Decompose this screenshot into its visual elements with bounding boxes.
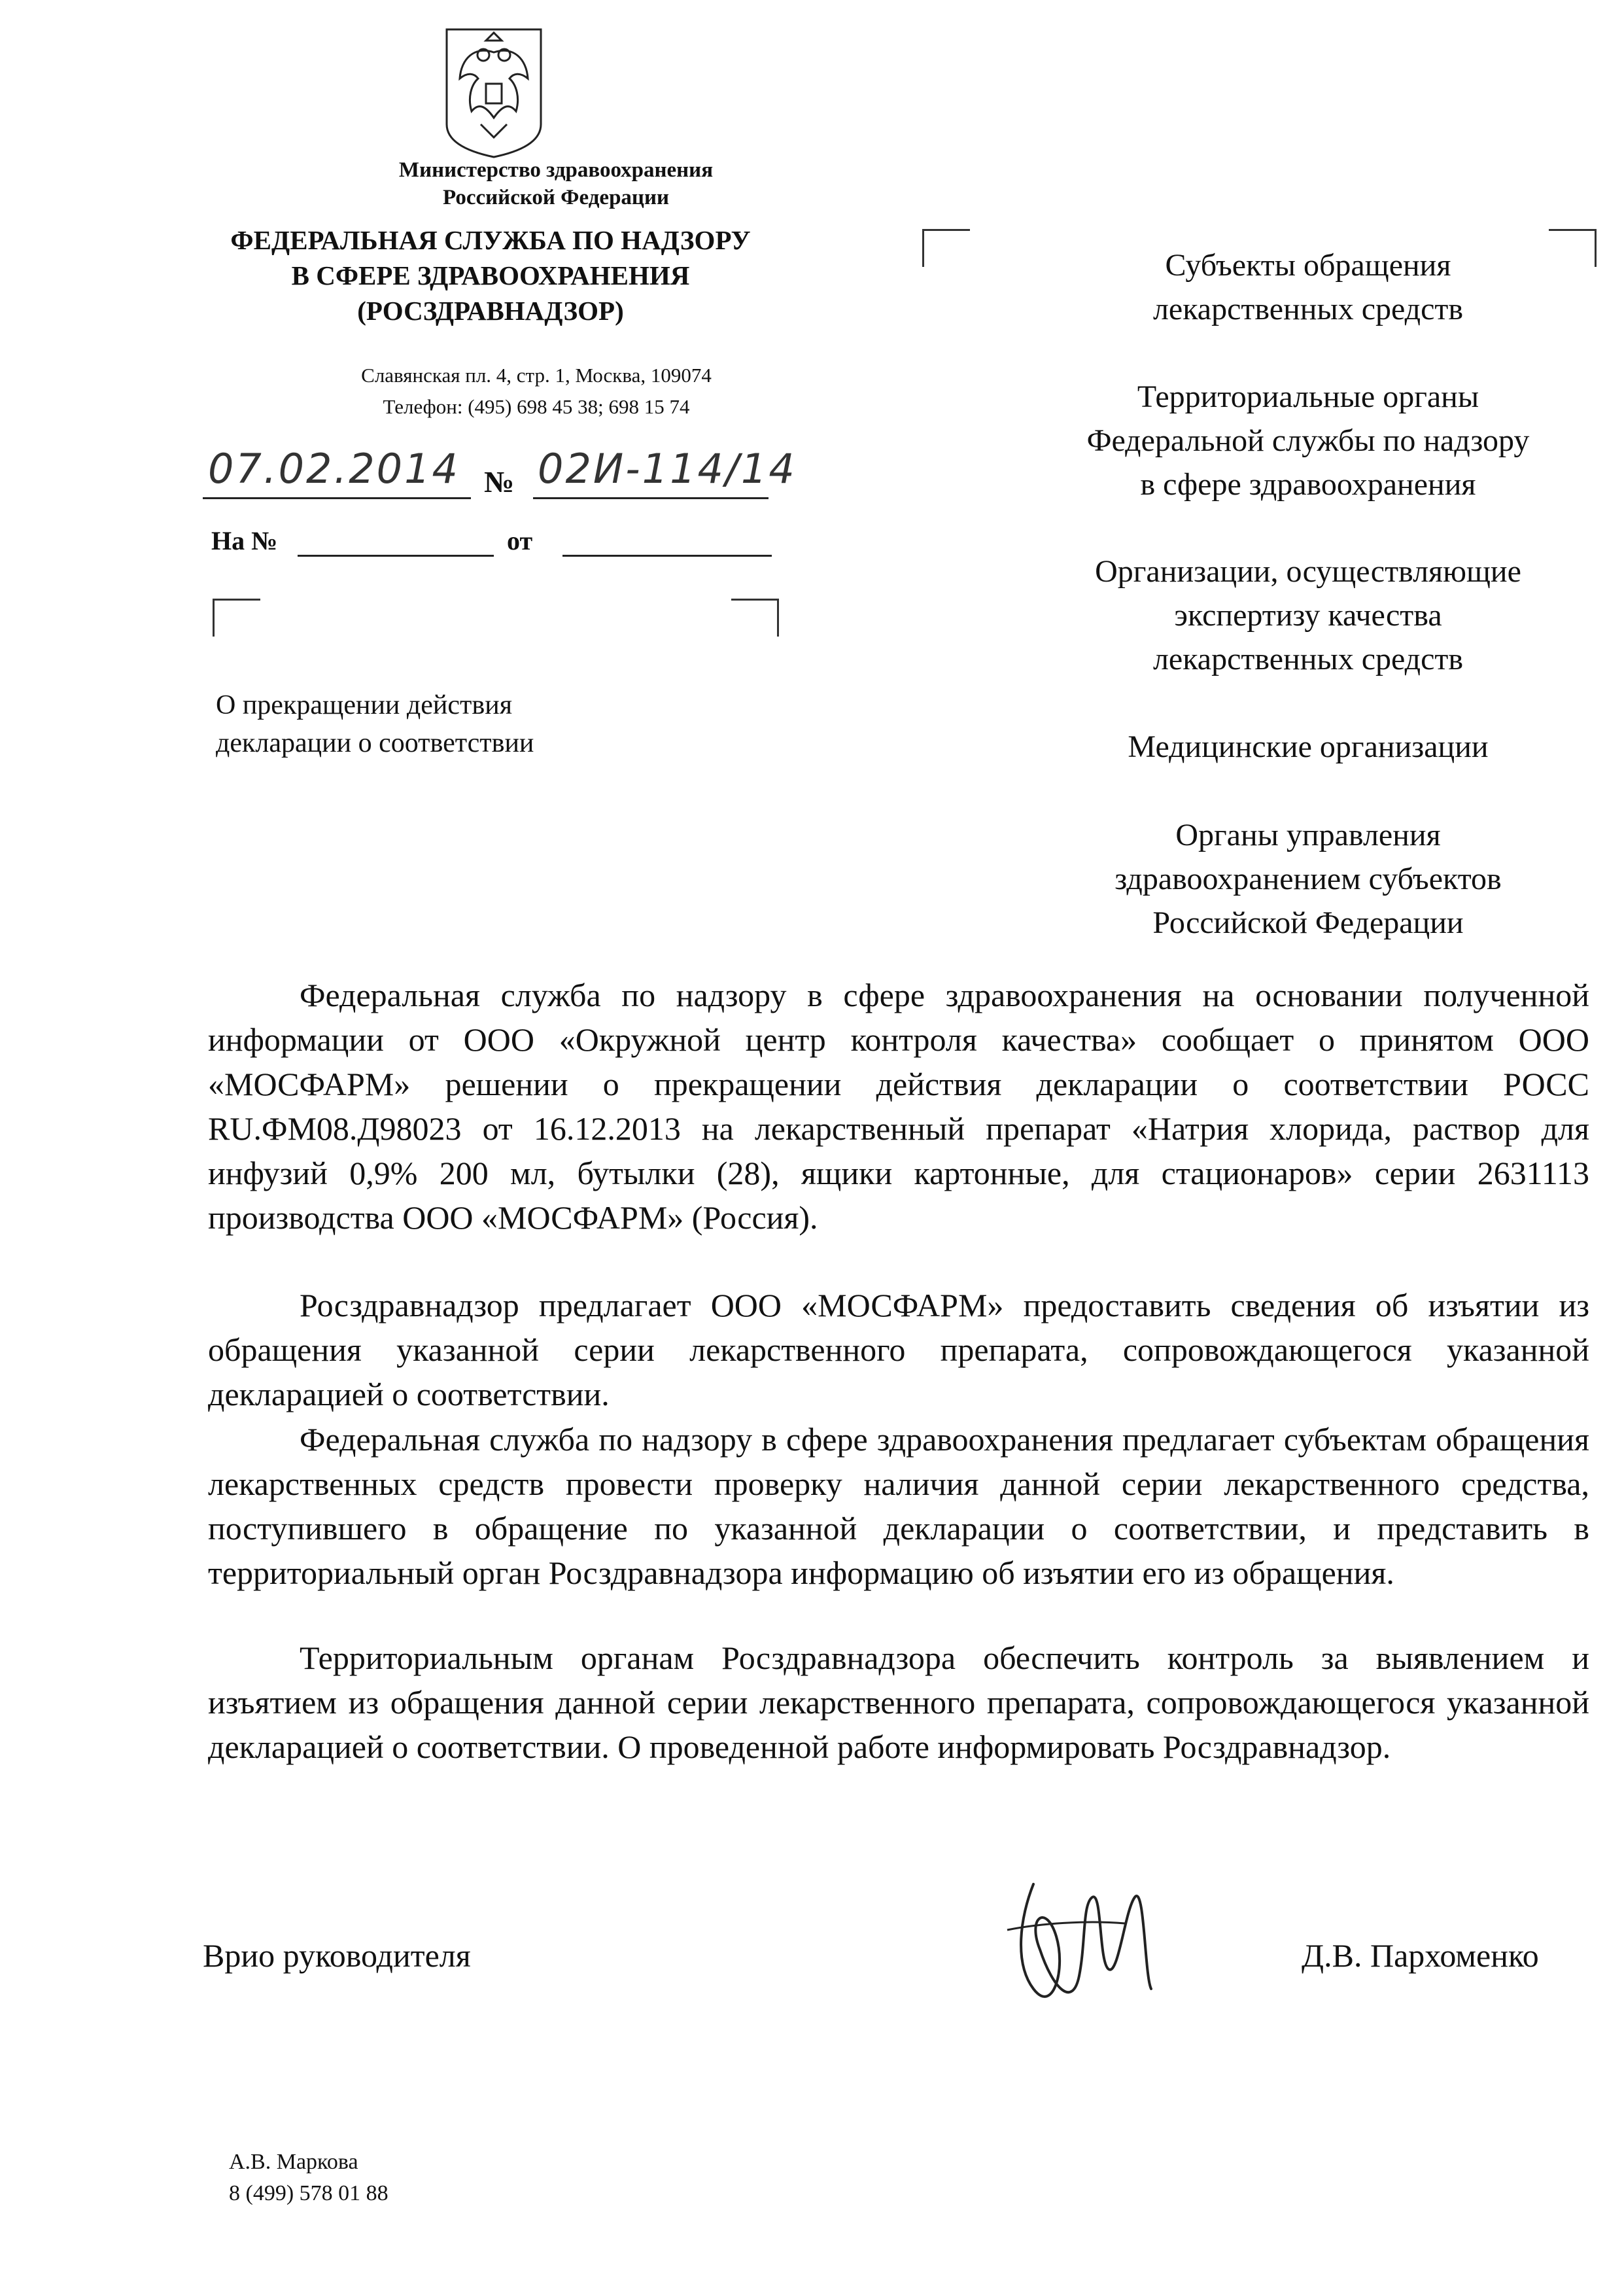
executor-phone: 8 (499) 578 01 88: [229, 2181, 389, 2205]
recipient-1: [1020, 243, 1596, 331]
recipient-3-line-3: лекарственных средств: [1152, 642, 1464, 676]
ministry-line-1: Министерство здравоохранения: [398, 158, 714, 182]
reply-number-underline: [298, 555, 494, 557]
coat-of-arms-emblem: [435, 26, 553, 160]
number-sign: №: [484, 465, 515, 499]
signatory-position: Врио руководителя: [203, 1937, 471, 1974]
recipient-4: [1020, 725, 1596, 769]
number-underline: [533, 497, 769, 499]
recipient-2-line-1: Территориальные органы: [1137, 379, 1479, 414]
recipient-5-line-2: здравоохранением субъектов: [1114, 862, 1502, 896]
recipient-2-line-3: в сфере здравоохранения: [1140, 467, 1476, 502]
from-label: от: [507, 526, 533, 555]
recipient-3-line-1: Организации, осуществляющие: [1095, 554, 1521, 589]
ministry-line-2: Российской Федерации: [443, 186, 669, 209]
registration-number: 02И-114/14: [538, 445, 797, 493]
recipient-1-line-2: лекарственных средств: [1152, 292, 1464, 326]
date-underline: [203, 497, 471, 499]
recipient-5-line-3: Российской Федерации: [1152, 905, 1464, 940]
service-phone: Телефон: (495) 698 45 38; 698 15 74: [383, 395, 690, 418]
from-date-underline: [562, 555, 772, 557]
subject-line-1: О прекращении действия: [216, 690, 513, 720]
executor-name: А.В. Маркова: [229, 2150, 358, 2174]
recipient-5-line-1: Органы управления: [1175, 818, 1441, 852]
subject-bracket-left: [213, 599, 260, 637]
handwritten-signature: [994, 1858, 1177, 2028]
recipient-bracket-left: [922, 229, 970, 267]
body-paragraph-2: Росздравнадзор предлагает ООО «МОСФАРМ» предоставить сведения об изъятии из обращения указанной серии лекарственного препарата, сопровождающегося указанной декларацией о соответствии.: [208, 1287, 1589, 1412]
reply-label: На №: [211, 526, 278, 555]
registration-date: 07.02.2014: [208, 445, 460, 493]
service-line-3: (РОСЗДРАВНАДЗОР): [357, 296, 624, 326]
recipient-3-line-2: экспертизу качества: [1174, 598, 1442, 633]
recipient-1-line-1: Субъекты обращения: [1165, 248, 1451, 283]
recipient-2: [1020, 375, 1596, 506]
body-paragraph-4: Территориальным органам Росздравнадзора обеспечить контроль за выявлением и изъятием из обращения данной серии лекарственного препарата, сопровождающегося указанной декларацией о соответствии. О проведенной работе информировать Росздравнадзор.: [208, 1639, 1589, 1765]
signatory-name: Д.В. Пархоменко: [1302, 1937, 1539, 1974]
recipient-2-line-2: Федеральной службы по надзору: [1086, 423, 1530, 458]
service-line-2: В СФЕРЕ ЗДРАВООХРАНЕНИЯ: [291, 260, 690, 290]
service-line-1: ФЕДЕРАЛЬНАЯ СЛУЖБА ПО НАДЗОРУ: [230, 225, 751, 255]
body-paragraph-1: Федеральная служба по надзору в сфере здравоохранения на основании полученной информации от ООО «Окружной центр контроля качества» сообщает о принятом ООО «МОСФАРМ» решении о прекращении действия декларации о соответствии РОСС RU.ФМ08.Д98023 от 16.12.2013 на лекарственный препарат «Натрия хлорида, раствор для инфузий 0,9% 200 мл, бутылки (28), ящики картонные, для стационаров» серии 2631113 производства ООО «МОСФАРМ» (Россия).: [208, 977, 1589, 1236]
recipient-5: [1020, 813, 1596, 945]
recipient-3: [1020, 550, 1596, 681]
body-paragraph-3: Федеральная служба по надзору в сфере здравоохранения предлагает субъектам обращения лекарственных средств провести проверку наличия данной серии лекарственного средства, поступившего в обращение по указанной декларации о соответствии, и представить в территориальный орган Росздравнадзора информацию об изъятии его из обращения.: [208, 1421, 1589, 1591]
subject-bracket-right: [731, 599, 779, 637]
service-address: Славянская пл. 4, стр. 1, Москва, 109074: [361, 364, 712, 387]
subject-line-2: декларации о соответствии: [216, 728, 534, 758]
recipient-4-line-1: Медицинские организации: [1128, 729, 1489, 764]
